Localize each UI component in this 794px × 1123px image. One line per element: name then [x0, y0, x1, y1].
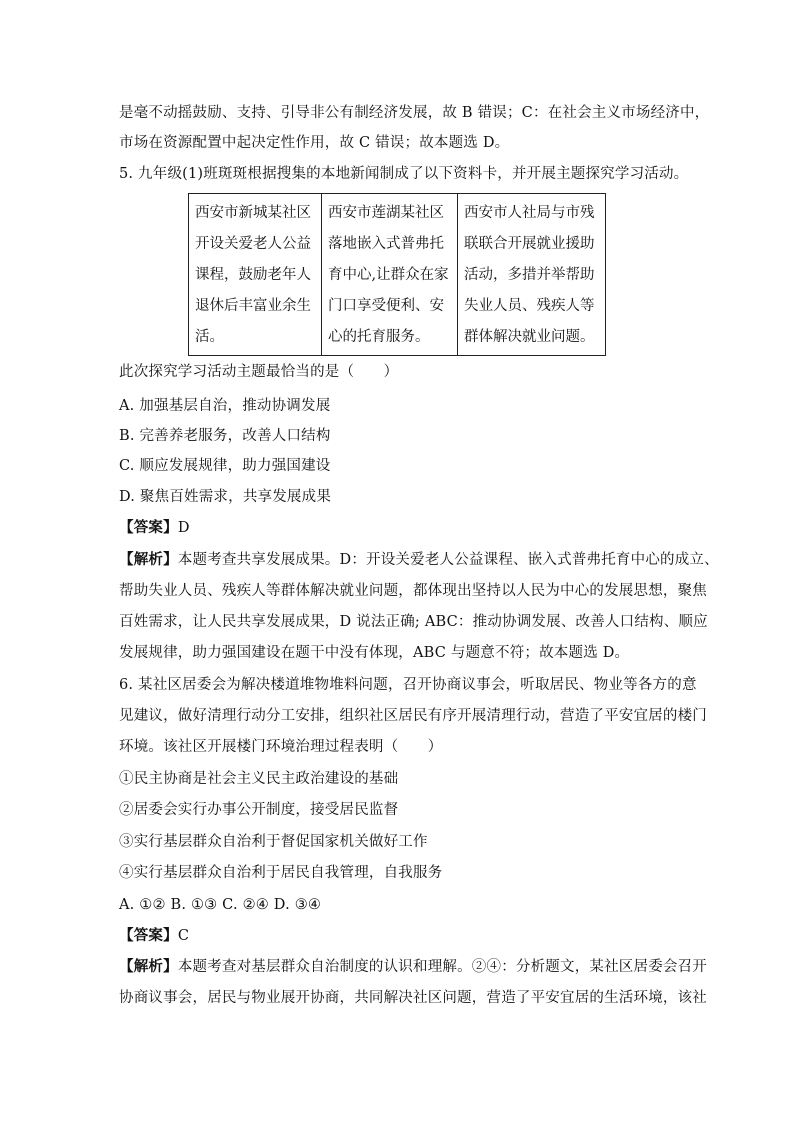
analysis-tag: 【解析】: [119, 958, 178, 975]
info-card: 西安市人社局与市残联联合开展就业援助活动，多措并举帮助失业人员、残疾人等群体解决就业问题。: [458, 194, 606, 356]
answer-tag: 【答案】: [119, 927, 178, 944]
answer-line: [119, 518, 190, 538]
answer-value: D: [177, 520, 190, 536]
option-c: C. 顺应发展规律，助力强国建设: [119, 458, 331, 474]
statement-item: ③实行基层群众自治利于督促国家机关做好工作: [119, 834, 428, 850]
analysis-line: 百姓需求，让人民共享发展成果，D 说法正确; ABC：推动协调发展、改善人口结构、顺应: [119, 614, 708, 630]
analysis-text: 本题考查对基层群众自治制度的认识和理解。②④：分析题文，某社区居委会召开: [177, 959, 708, 975]
answer-value: C: [177, 928, 190, 944]
question-prompt: 此次探究学习活动主题最恰当的是（ ）: [119, 364, 399, 380]
text-line: 是毫不动摇鼓励、支持、引导非公有制经济发展，故 B 错误；C：在社会主义市场经济中，: [119, 105, 710, 121]
text-line: 市场在资源配置中起决定性作用，故 C 错误；故本题选 D。: [119, 135, 510, 151]
analysis-line: [119, 550, 719, 570]
question-stem: 5. 九年级(1)班斑斑根据搜集的本地新闻制成了以下资料卡，并开展主题探究学习活动。: [119, 166, 689, 182]
analysis-text: 本题考查共享发展成果。D：开设关爱老人公益课程、嵌入式普弗托育中心的成立、: [177, 552, 719, 568]
info-cards-table: [188, 193, 606, 356]
question-stem: 6. 某社区居委会为解决楼道堆物堆料问题，召开协商议事会，听取居民、物业等各方的意: [119, 677, 697, 693]
analysis-line: 协商议事会，居民与物业展开协商，共同解决社区问题，营造了平安宜居的生活环境，该社: [119, 990, 707, 1006]
statement-item: ①民主协商是社会主义民主政治建设的基础: [119, 771, 399, 787]
option-d: D. 聚焦百姓需求，共享发展成果: [119, 489, 332, 505]
analysis-line: [119, 957, 707, 977]
analysis-line: 发展规律，助力强国建设在题干中没有体现，ABC 与题意不符；故本题选 D。: [119, 645, 630, 661]
statement-item: ④实行基层群众自治利于居民自我管理，自我服务: [119, 865, 443, 881]
answer-line: [119, 926, 189, 946]
question-stem: 见建议，做好清理行动分工安排，组织社区居民有序开展清理行动，营造了平安宜居的楼门: [119, 708, 707, 724]
analysis-tag: 【解析】: [119, 551, 178, 568]
option-b: B. 完善养老服务，改善人口结构: [119, 428, 331, 444]
analysis-line: 帮助失业人员、残疾人等群体解决就业问题，都体现出坚持以人民为中心的发展思想，聚焦: [119, 583, 707, 599]
info-card: 西安市新城某社区开设关爱老人公益课程，鼓励老年人退休后丰富业余生活。: [189, 194, 322, 356]
option-a: A. 加强基层自治，推动协调发展: [119, 398, 331, 414]
info-card: 西安市莲湖某社区落地嵌入式普弗托育中心,让群众在家门口享受便利、安心的托育服务。: [322, 194, 458, 356]
question-stem: 环境。该社区开展楼门环境治理过程表明（ ）: [119, 739, 443, 755]
statement-item: ②居委会实行办事公开制度，接受居民监督: [119, 802, 399, 818]
options-line: A. ①② B. ①③ C. ②④ D. ③④: [119, 897, 322, 913]
answer-tag: 【答案】: [119, 519, 178, 536]
